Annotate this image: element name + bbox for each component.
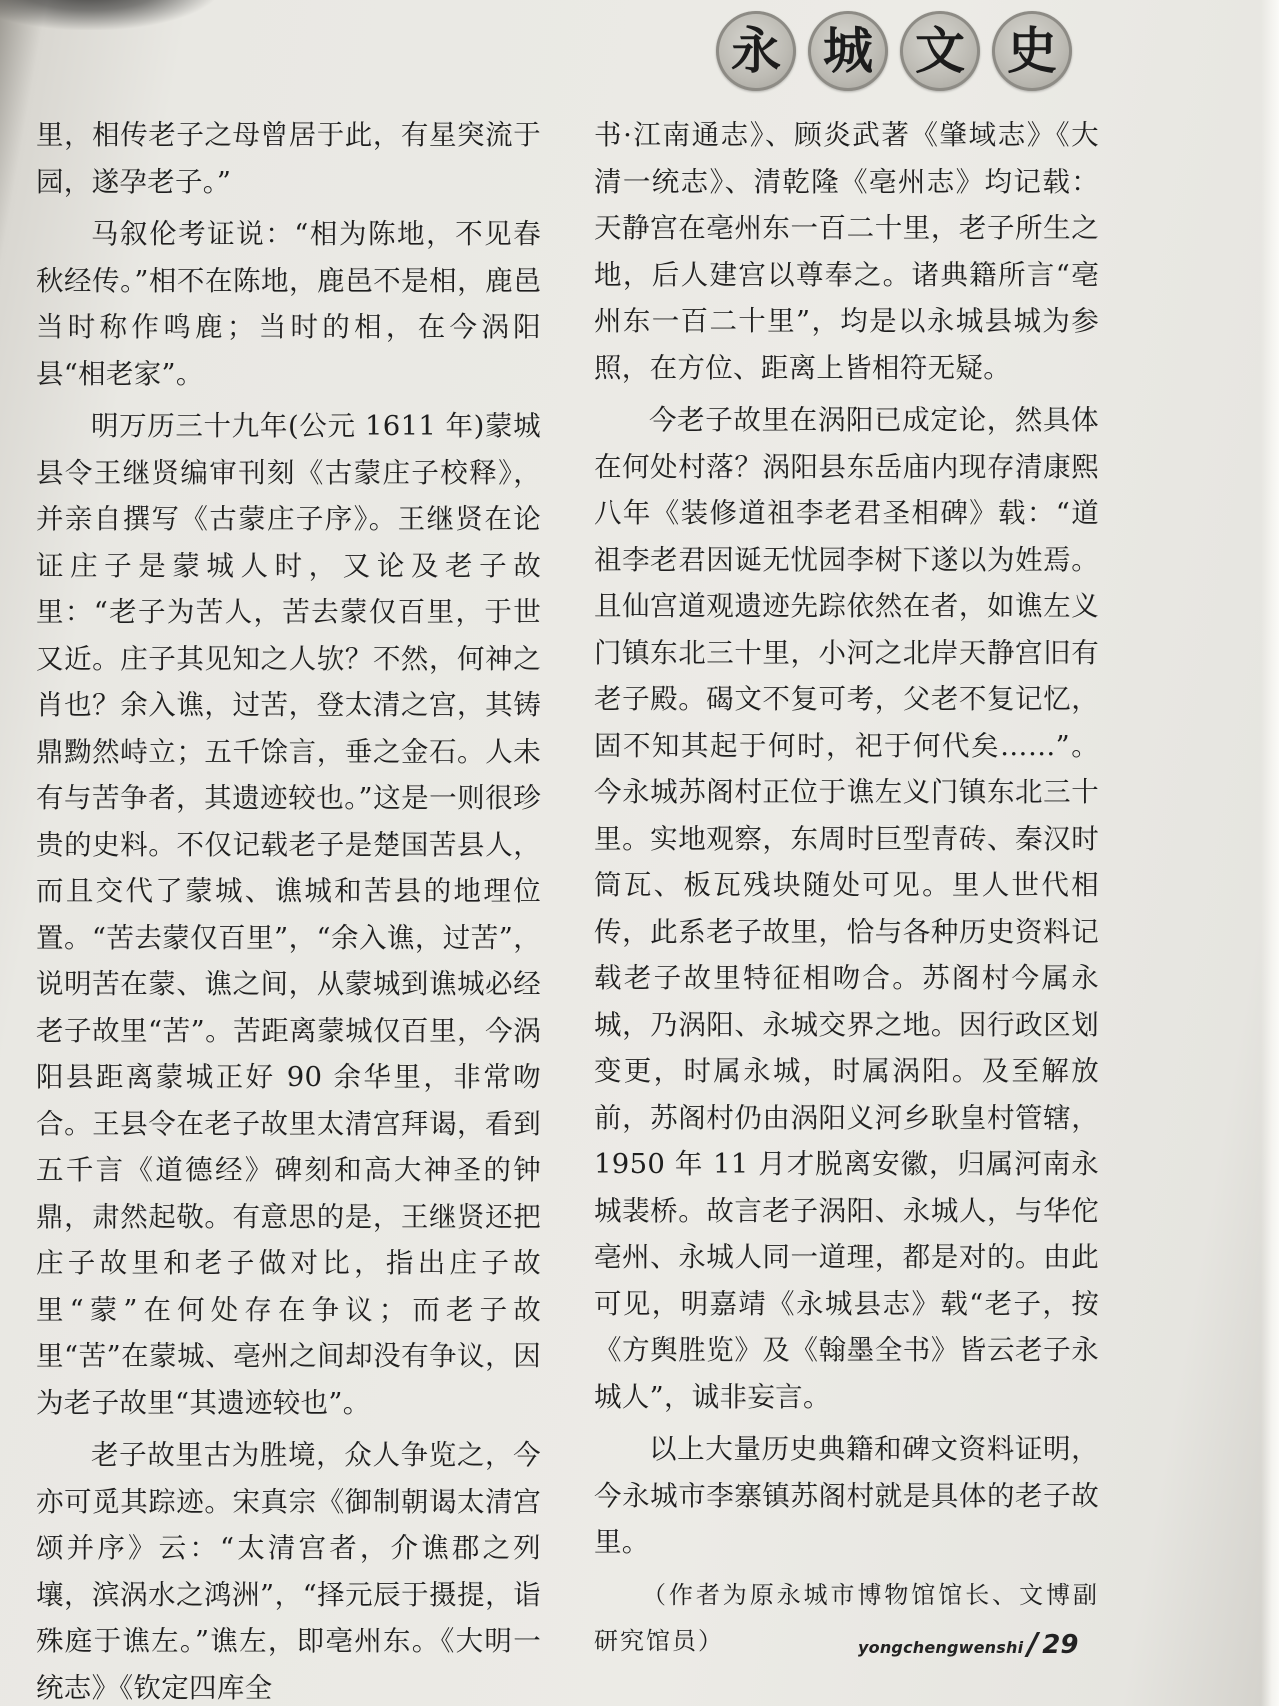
page-footer	[858, 1622, 1078, 1662]
paragraph: 马叙伦考证说：“相为陈地，不见春秋经传。”相不在陈地，鹿邑不是相，鹿邑当时称作鸣鹿；当时的相，在今涡阳县“相老家”。	[36, 218, 541, 390]
page-corner-shadow	[0, 0, 220, 30]
header-seal-wen: 文	[900, 11, 980, 91]
page-number: 29	[1042, 1630, 1079, 1660]
header-seal-shi: 史	[992, 11, 1072, 91]
author-note: （作者为原永城市博物馆馆长、文博副研究馆员）	[594, 1580, 1099, 1655]
header-seal-cheng: 城	[808, 11, 888, 91]
left-column	[36, 112, 541, 1706]
magazine-brand: yongchengwenshi	[858, 1638, 1024, 1657]
paragraph: 老子故里古为胜境，众人争览之，今亦可觅其踪迹。宋真宗《御制朝谒太清宫颂并序》云：“太清宫者，介谯郡之列壤，滨涡水之鸿洲”，“择元辰于摄提，诣殊庭于谯左。”谯左，即亳州东。《大明一统志》《钦定四库全	[36, 1439, 541, 1704]
footer-slash: /	[1027, 1627, 1039, 1662]
paragraph: 明万历三十九年(公元 1611 年)蒙城县令王继贤编审刊刻《古蒙庄子校释》，并亲自撰写《古蒙庄子序》。王继贤在论证庄子是蒙城人时，又论及老子故里：“老子为苦人，苦去蒙仅百里，于世又近。庄子其见知之人欤？不然，何神之肖也？余入谯，过苦，登太清之宫，其铸鼎黝然峙立；五千馀言，垂之金石。人未有与苦争者，其遗迹较也。”这是一则很珍贵的史料。不仅记载老子是楚国苦县人，而且交代了蒙城、谯城和苦县的地理位置。“苦去蒙仅百里”，“余入谯，过苦”，说明苦在蒙、谯之间，从蒙城到谯城必经老子故里“苦”。苦距离蒙城仅百里，今涡阳县距离蒙城正好 90 余华里，非常吻合。王县令在老子故里太清宫拜谒，看到五千言《道德经》碑刻和高大神圣的钟鼎，肃然起敬。有意思的是，王继贤还把庄子故里和老子做对比，指出庄子故里“蒙”在何处存在争议；而老子故里“苦”在蒙城、亳州之间却没有争议，因为老子故里“其遗迹较也”。	[36, 410, 541, 1419]
paragraph: 里，相传老子之母曾居于此，有星突流于园，遂孕老子。”	[36, 119, 541, 198]
paragraph: 以上大量历史典籍和碑文资料证明，今永城市李寨镇苏阁村就是具体的老子故里。	[594, 1433, 1099, 1558]
header-seal-yong: 永	[716, 11, 796, 91]
section-header	[716, 12, 1096, 90]
paragraph: 今老子故里在涡阳已成定论，然具体在何处村落？涡阳县东岳庙内现存清康熙八年《装修道祖李老君圣相碑》载：“道祖李老君因诞无忧园李树下遂以为姓焉。且仙宫道观遗迹先踪依然在者，如谯左义门镇东北三十里，小河之北岸天静宫旧有老子殿。碣文不复可考，父老不复记忆，固不知其起于何时，祀于何代矣……”。今永城苏阁村正位于谯左义门镇东北三十里。实地观察，东周时巨型青砖、秦汉时筒瓦、板瓦残块随处可见。里人世代相传，此系老子故里，恰与各种历史资料记载老子故里特征相吻合。苏阁村今属永城，乃涡阳、永城交界之地。因行政区划变更，时属永城，时属涡阳。及至解放前，苏阁村仍由涡阳义河乡耿皇村管辖，1950 年 11 月才脱离安徽，归属河南永城裴桥。故言老子涡阳、永城人，与华佗亳州、永城人同一道理，都是对的。由此可见，明嘉靖《永城县志》载“老子，按《方舆胜览》及《翰墨全书》皆云老子永城人”，诚非妄言。	[594, 404, 1099, 1413]
right-column	[594, 112, 1099, 1670]
page-edge	[1261, 0, 1279, 1706]
paragraph: 书·江南通志》、顾炎武著《肇域志》《大清一统志》、清乾隆《亳州志》均记载：天静宫在亳州东一百二十里，老子所生之地，后人建宫以尊奉之。诸典籍所言“亳州东一百二十里”，均是以永城县城为参照，在方位、距离上皆相符无疑。	[594, 119, 1099, 384]
